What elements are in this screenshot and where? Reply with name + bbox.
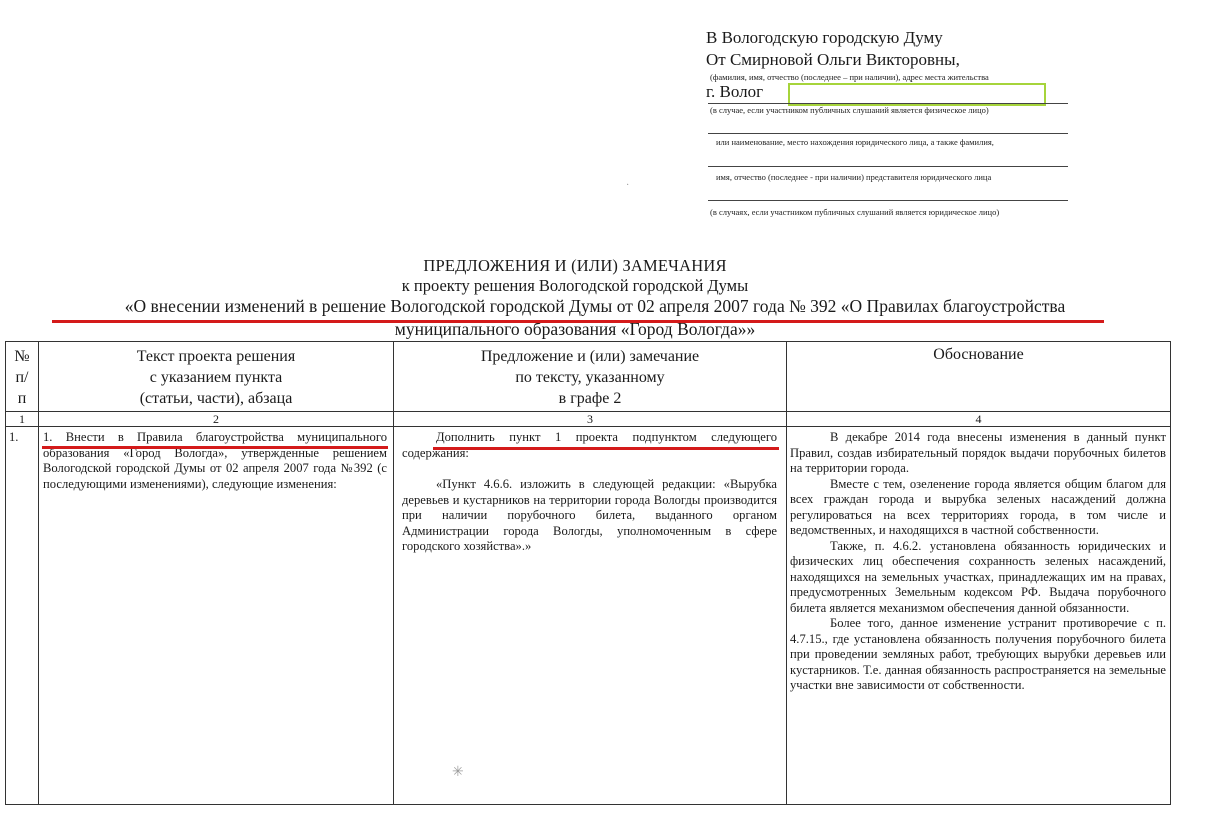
justification-cell: В декабре 2014 года внесены изменения в данный пункт Правил, создав избирательный порядок выдачи порубочных билетов на территории города. Вместе с тем, озеленение города является общим благом для всех граждан города и вырубка зеленых насаждений должна регулироваться на всех территориях города, в том числе и ведомственных, и находящихся в частной собственности. Также, п. 4.6.2. установлена обязанность юридических и физических лиц обеспечения сохранность зеленых насаждений, находящихся на земельных участках, принадлежащих им на правах, предусмотренных Земельным кодексом РФ. Выдача порубочного билета является механизмом обеспечения данной обязанности. Более того, данное изменение устранит противоречие с п. 4.7.15., где установлена обязанность получения порубочного билета при проведении земляных работ, требующих вырубки деревьев или кустарников. Т.е. данная обязанность распространяется на земельные участки вне зависимости от собственности.: [790, 430, 1166, 692]
addressee: В Вологодскую городскую Думу: [706, 28, 943, 47]
city: г. Волог: [706, 82, 764, 101]
representative-rule: [708, 166, 1068, 167]
header-justification: Обоснование: [933, 346, 1024, 363]
entity-rule: [708, 133, 1068, 134]
address-rule: [708, 103, 1068, 104]
title-underline: [52, 320, 1104, 323]
scan-speck: ·: [626, 180, 630, 191]
column-number-3: 3: [587, 412, 593, 426]
hint-entity: или наименование, место нахождения юридического лица, а также фамилия,: [716, 137, 994, 147]
proposal-underline: [433, 447, 779, 450]
column-number-1: 1: [19, 412, 25, 426]
column-number-2: 2: [213, 412, 219, 426]
legal-rule: [708, 200, 1068, 201]
draft-text-underline: [42, 446, 388, 449]
sender-name: От Смирновой Ольги Викторовны,: [706, 50, 960, 69]
header-proposal: Предложение и (или) замечание по тексту, указанному в графе 2: [480, 348, 700, 407]
draft-text-cell: 1. Внести в Правила благоустройства муниципального образования «Город Вологда», утвержденные решением Вологодской городской Думы от 02 апреля 2007 года №392 (с последующими изменениями), следующие изменения:: [43, 430, 387, 491]
header-number: № п/ п: [14, 348, 30, 407]
proposal-cell: Дополнить пункт 1 проекта подпунктом следующего содержания: «Пункт 4.6.6. изложить в следующей редакции: «Вырубка деревьев и кустарников на территории города Вологды производится при наличии порубочного билета, выданного органом Администрации города Вологды, уполномоченным в сфере городского хозяйства».»: [402, 430, 777, 553]
decision-title-line2: муниципального образования «Город Вологда»»: [394, 319, 756, 339]
scan-speck: ✳: [452, 765, 464, 780]
document-title: ПРЕДЛОЖЕНИЯ И (ИЛИ) ЗАМЕЧАНИЯ: [423, 256, 727, 275]
hint-name: (фамилия, имя, отчество (последнее – при наличии), адрес места жительства: [710, 72, 989, 82]
hint-representative: имя, отчество (последнее - при наличии) представителя юридического лица: [716, 172, 992, 182]
header-draft-text: Текст проекта решения с указанием пункта (статьи, части), абзаца: [136, 348, 296, 407]
hint-legal: (в случаях, если участником публичных слушаний является юридическое лицо): [710, 207, 1000, 217]
decision-title-line1: «О внесении изменений в решение Вологодской городской Думы от 02 апреля 2007 года № 392 «О Правилах благоустройства: [124, 296, 1066, 316]
row-index: 1.: [9, 430, 19, 444]
document-subtitle: к проекту решения Вологодской городской Думы: [401, 276, 749, 295]
hint-individual: (в случае, если участником публичных слушаний является физическое лицо): [710, 105, 989, 115]
column-number-4: 4: [975, 412, 982, 426]
